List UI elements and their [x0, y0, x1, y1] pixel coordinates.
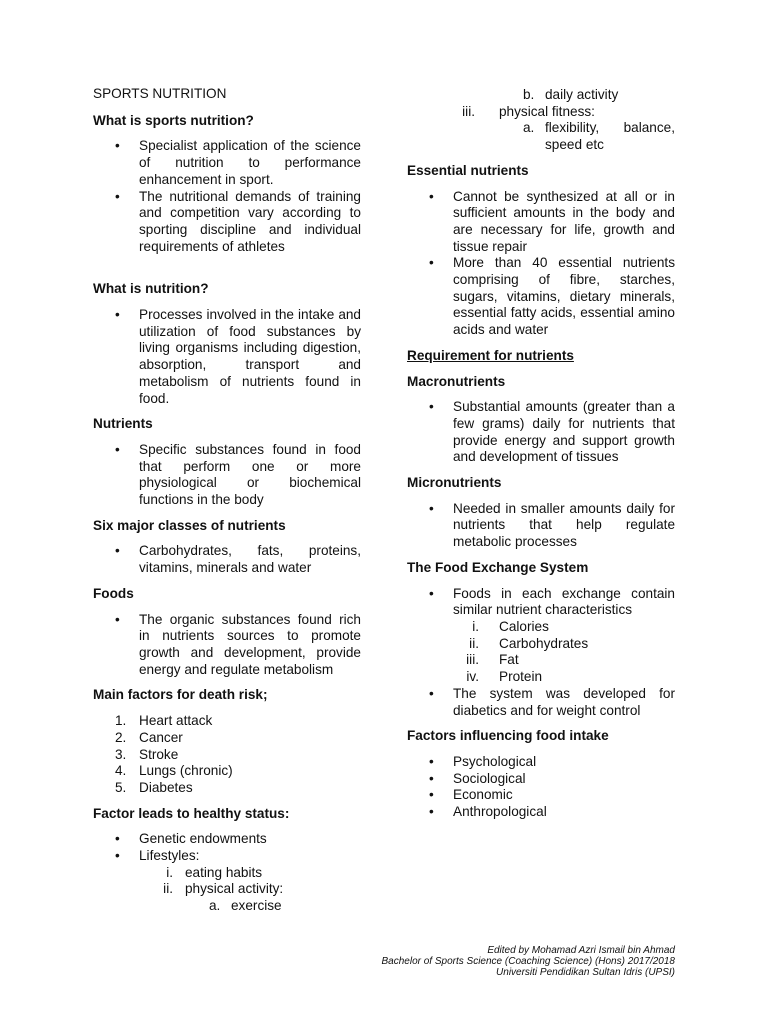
- list-item: • Genetic endowments: [93, 831, 361, 848]
- macronutrients-list: [407, 399, 675, 466]
- list-item: [407, 586, 675, 686]
- list-item: • Specific substances found in food that perform one or more physiological or biochemical functions in the body: [93, 442, 361, 509]
- factors-list: [407, 754, 675, 821]
- list-item: • Psychological: [407, 754, 675, 771]
- list-item: • The nutritional demands of training and competition vary according to sporting discipline and individual requirements of athletes: [93, 189, 361, 256]
- list-item: • The system was developed for diabetics and for weight control: [407, 686, 675, 719]
- list-item: • Lifestyles:: [93, 848, 361, 865]
- sub-list-item: ii. Carbohydrates: [469, 635, 589, 651]
- list-item: • Carbohydrates, fats, proteins, vitamins, minerals and water: [93, 543, 361, 576]
- heading-essential-nutrients: Essential nutrients: [407, 162, 529, 178]
- foods-list: [93, 612, 361, 679]
- sub-list-item: ii. physical activity:: [163, 881, 284, 897]
- list-item: • The organic substances found rich in nutrients sources to promote growth and development, provide energy and regulate metabolism: [93, 612, 361, 679]
- list-item: • More than 40 essential nutrients comprising of fibre, starches, sugars, vitamins, dietary minerals, essential fatty acids, essential amino acids and water: [407, 255, 675, 339]
- nutrients-list: [93, 442, 361, 509]
- essential-nutrients-list: [407, 189, 675, 339]
- sub-list-item: i. Calories: [472, 618, 549, 634]
- heading-what-is-sports-nutrition: What is sports nutrition?: [93, 112, 254, 128]
- list-item: • Economic: [407, 787, 675, 804]
- sub-list-item: iv. Protein: [466, 669, 543, 685]
- heading-foods: Foods: [93, 585, 134, 601]
- right-column: [407, 87, 675, 821]
- sub-sub-list-item: a. exercise: [209, 898, 282, 914]
- left-column: [93, 86, 361, 915]
- heading-macronutrients: Macronutrients: [407, 373, 506, 389]
- list-item: 4. Lungs (chronic): [115, 763, 233, 779]
- list-item: • Anthropological: [407, 804, 675, 821]
- list-item: 1. Heart attack: [115, 713, 213, 729]
- sports-nutrition-list: [93, 138, 361, 255]
- footer-program: Bachelor of Sports Science (Coaching Science) (Hons) 2017/2018: [381, 956, 675, 967]
- list-item: 5. Diabetes: [115, 779, 193, 795]
- heading-six-classes: Six major classes of nutrients: [93, 517, 286, 533]
- heading-nutrients: Nutrients: [93, 416, 153, 432]
- heading-requirement-for-nutrients: Requirement for nutrients: [407, 347, 574, 363]
- list-item: • Sociological: [407, 771, 675, 788]
- list-item-text: Foods in each exchange contain similar nutrient characteristics: [453, 585, 675, 618]
- death-risk-list: [93, 713, 361, 797]
- heading-healthy-status: Factor leads to healthy status:: [93, 805, 290, 821]
- heading-food-exchange-system: The Food Exchange System: [407, 559, 589, 575]
- page-footer: [382, 945, 676, 978]
- food-exchange-list: [407, 586, 675, 720]
- sub-list-item: iii. physical fitness:: [462, 103, 595, 119]
- list-item: 3. Stroke: [115, 746, 179, 762]
- classes-list: [93, 543, 361, 576]
- list-item: • Substantial amounts (greater than a few grams) daily for nutrients that provide energy and support growth and development of tissues: [407, 399, 675, 466]
- sub-sub-list-item: a. flexibility, balance, speed etc: [523, 120, 675, 153]
- heading-death-risk: Main factors for death risk;: [93, 687, 268, 703]
- sub-sub-list-item: b. daily activity: [523, 87, 619, 102]
- footer-editor: Edited by Mohamad Azri Ismail bin Ahmad: [487, 945, 675, 956]
- document-title: SPORTS NUTRITION: [93, 86, 227, 101]
- heading-micronutrients: Micronutrients: [407, 475, 502, 491]
- sub-list-item: i. eating habits: [166, 864, 263, 880]
- footer-university: Universiti Pendidikan Sultan Idris (UPSI): [496, 967, 675, 978]
- micronutrients-list: [407, 501, 675, 551]
- healthy-status-list: [93, 831, 361, 864]
- list-item: • Cannot be synthesized at all or in sufficient amounts in the body and are necessary for life, growth and tissue repair: [407, 189, 675, 256]
- heading-factors-food-intake: Factors influencing food intake: [407, 728, 609, 744]
- list-item: • Needed in smaller amounts daily for nutrients that help regulate metabolic processes: [407, 501, 675, 551]
- nutrition-list: [93, 307, 361, 407]
- list-item: 2. Cancer: [115, 729, 183, 745]
- list-item: • Processes involved in the intake and utilization of food substances by living organisms including digestion, absorption, transport and metabolism of nutrients found in food.: [93, 307, 361, 407]
- heading-what-is-nutrition: What is nutrition?: [93, 281, 209, 297]
- sub-list-item: iii. Fat: [466, 652, 519, 668]
- list-item: • Specialist application of the science of nutrition to performance enhancement in sport.: [93, 138, 361, 188]
